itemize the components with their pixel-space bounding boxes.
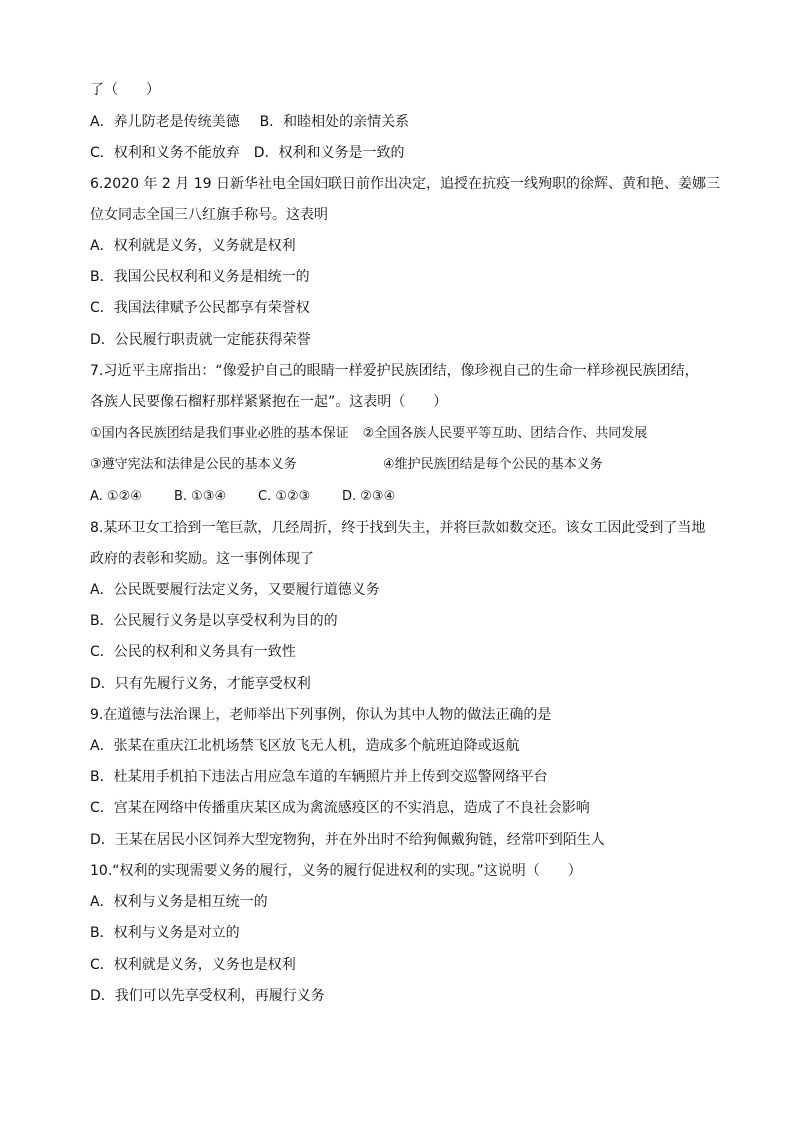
q8-option-d: D．只有先履行义务，才能享受权利 [90,676,311,692]
q8-option-a: A．公民既要履行法定义务，又要履行道德义务 [90,582,380,598]
q6-option-b: B．我国公民权利和义务是相统一的 [90,269,310,285]
q10-option-a: A．权利与义务是相互统一的 [90,894,268,910]
q8-stem-line-2: 政府的表彰和奖励。这一事例体现了 [90,551,314,567]
q9-option-b: B．杜某用手机拍下违法占用应急车道的车辆照片并上传到交巡警网络平台 [90,769,548,785]
q7-statement-row-2 [90,455,603,475]
q5-option-c: C．权利和义务不能放弃 [90,145,240,161]
q6-option-a: A．权利就是义务，义务就是权利 [90,238,296,254]
q8-option-c: C．公民的权利和义务具有一致性 [90,644,296,660]
q7-option-b: B. ①③④ [174,489,227,504]
q9-option-d: D．王某在居民小区饲养大型宠物狗，并在外出时不给狗佩戴狗链，经常吓到陌生人 [90,832,605,848]
q7-option-d: D. ②③④ [342,489,396,504]
q6-stem-line-1: 6.2020 年 2 月 19 日新华社电全国妇联日前作出决定，追授在抗疫一线殉职的徐辉、黄和艳、姜娜三 [90,176,720,192]
q10-option-c: C．权利就是义务，义务也是权利 [90,957,296,973]
q7-statement-4: ④维护民族团结是每个公民的基本义务 [383,457,603,472]
q5-stem-tail: 了（ ） [90,82,160,98]
q5-options-row-2 [90,143,405,163]
q7-statement-row-1 [90,424,647,444]
q5-option-b: B．和睦相处的亲情关系 [259,114,410,130]
q8-option-b: B．公民履行义务是以享受权利为目的的 [90,613,338,629]
q6-stem-line-2: 位女同志全国三八红旗手称号。这表明 [90,207,328,223]
q7-stem-line-2: 各族人民要像石榴籽那样紧紧抱在一起”。这表明（ ） [90,394,448,410]
q7-option-c: C. ①②③ [258,489,311,504]
q9-option-a: A．张某在重庆江北机场禁飞区放飞无人机，造成多个航班迫降或返航 [90,738,520,754]
q7-option-a: A. ①②④ [90,489,142,504]
q5-options-row-1 [90,112,409,132]
q10-option-d: D．我们可以先享受权利，再履行义务 [90,988,325,1004]
q7-statement-2: ②全国各族人民要平等互助、团结合作、共同发展 [362,426,648,441]
q10-stem-line-1: 10.“权利的实现需要义务的履行，义务的履行促进权利的实现。”这说明（ ） [90,863,582,879]
q8-stem-line-1: 8.某环卫女工拾到一笔巨款，几经周折，终于找到失主，并将巨款如数交还。该女工因此受到了当地 [90,520,706,536]
q7-statement-1: ①国内各民族团结是我们事业必胜的基本保证 [90,426,349,441]
q5-option-a: A．养儿防老是传统美德 [90,114,240,130]
q7-stem-line-1: 7.习近平主席指出：“像爱护自己的眼睛一样爱护民族团结，像珍视自己的生命一样珍视民族团结， [90,363,699,379]
q9-stem-line-1: 9.在道德与法治课上，老师举出下列事例，你认为其中人物的做法正确的是 [90,707,552,723]
q7-statement-3: ③遵守宪法和法律是公民的基本义务 [90,457,297,472]
q5-option-d: D．权利和义务是一致的 [253,145,405,161]
q6-option-c: C．我国法律赋予公民都享有荣誉权 [90,300,310,316]
q9-option-c: C．宫某在网络中传播重庆某区成为禽流感疫区的不实消息，造成了不良社会影响 [90,800,590,816]
q7-options-row [90,487,395,507]
q10-option-b: B．权利与义务是对立的 [90,925,240,941]
q6-option-d: D．公民履行职责就一定能获得荣誉 [90,332,311,348]
